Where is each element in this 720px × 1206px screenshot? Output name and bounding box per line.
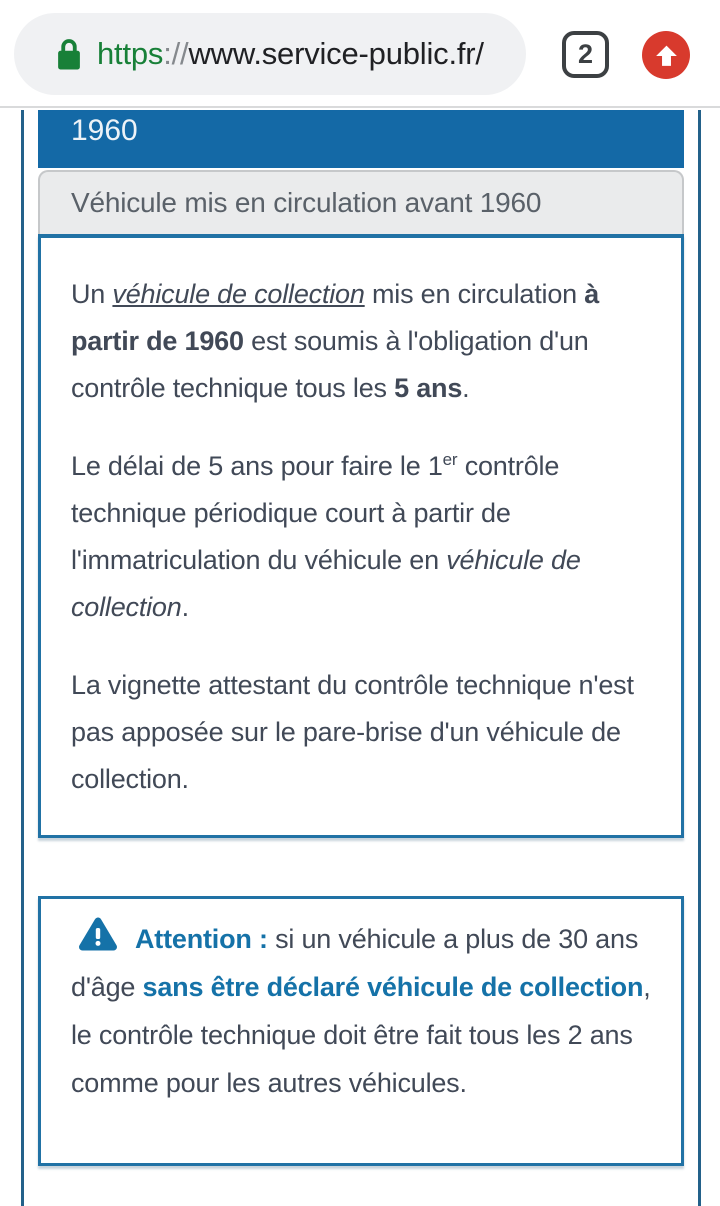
- url-clipped-path: /: [475, 36, 484, 71]
- paragraph-vignette: [71, 662, 673, 803]
- tab-switcher-button[interactable]: [562, 31, 609, 78]
- address-bar[interactable]: [14, 13, 526, 95]
- text: .: [181, 592, 189, 622]
- text: .: [462, 373, 470, 403]
- text: , le contrôle technique doit être fait tous les 2 ans comme pour les autres véhicules.: [71, 972, 651, 1098]
- text: si un véhicule a plus de 30 ans d'âge: [71, 924, 639, 1002]
- page-right-border: [698, 110, 701, 1206]
- italic-text: véhicule de collection: [71, 545, 581, 622]
- url-text: [97, 36, 484, 72]
- lock-icon[interactable]: [56, 38, 82, 70]
- text: est soumis à l'obligation d'un contrôle technique tous les: [71, 326, 589, 403]
- text: Le délai de 5 ans pour faire le 1: [71, 451, 443, 481]
- ordinal-superscript: er: [442, 450, 458, 469]
- paragraph-obligation: [71, 271, 673, 412]
- update-arrow-icon: [653, 42, 680, 69]
- text: Un: [71, 279, 113, 309]
- tab-avant-1960[interactable]: [38, 170, 684, 234]
- attention-callout: [38, 896, 684, 1166]
- article-panel: [38, 234, 684, 838]
- bold-blue-text: sans être déclaré véhicule de collection: [142, 972, 644, 1002]
- inactive-tab-label: Véhicule mis en circulation avant 1960: [71, 187, 542, 218]
- paragraph-delai: [71, 443, 673, 631]
- attention-label: Attention :: [135, 924, 268, 954]
- attention-text: [71, 915, 673, 1107]
- vehicule-collection-link[interactable]: véhicule de collection: [112, 279, 365, 309]
- bold-text: à partir de 1960: [71, 279, 600, 356]
- url-host: www.service-public.fr: [188, 36, 476, 71]
- browser-toolbar: [0, 0, 720, 108]
- text: mis en circulation: [364, 279, 585, 309]
- bold-text: 5 ans: [394, 373, 463, 403]
- warning-triangle-icon: [77, 915, 119, 953]
- page-left-border: [21, 110, 24, 1206]
- url-separator: ://: [163, 36, 189, 71]
- text: La vignette attestant du contrôle technique n'est pas apposée sur le pare-brise d'un véhicule de collection.: [71, 670, 634, 794]
- active-tab-label: 1960: [71, 114, 138, 147]
- tab-a-partir-de-1960[interactable]: [38, 110, 684, 168]
- text: contrôle technique périodique court à partir de l'immatriculation du véhicule en: [71, 451, 560, 575]
- url-scheme: https: [97, 36, 164, 71]
- tab-count: 2: [577, 39, 594, 69]
- browser-update-button[interactable]: [642, 31, 690, 79]
